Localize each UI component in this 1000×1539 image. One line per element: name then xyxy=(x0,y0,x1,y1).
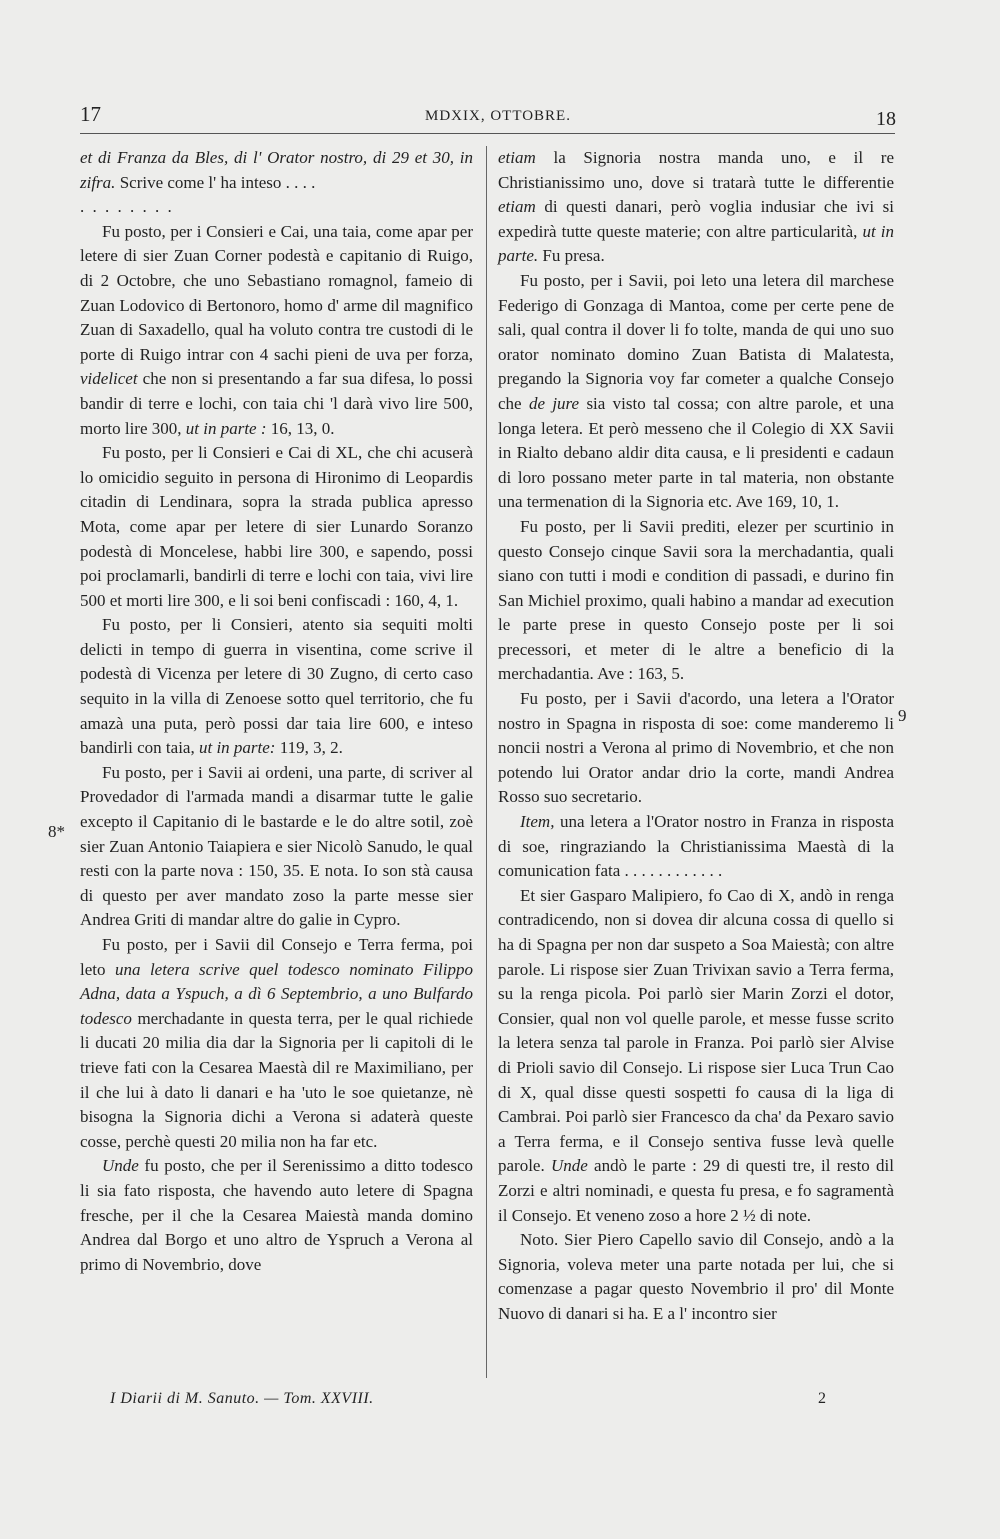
footer-title: I Diarii di M. Sanuto. — Tom. XXVIII. xyxy=(110,1390,374,1407)
margin-note-left: 8* xyxy=(48,822,65,841)
text: Fu posto, per li Consieri, atento sia sequiti molti delicti in tempo di guerra in visentina, come scrive il podestà di Vicenza per letere di 30 Zugno, di certo caso sequito in la villa di Zenoese sotto quel territorio, che fu amazà una puta, però possi dar taia lire 600, e inteso bandirli con taia, xyxy=(80,615,473,758)
text: sia visto tal cossa; con altre parole, et una longa letera. Et però messeno che il Colegio di XX Savii in Rialto debano aldir dita causa, e li presidenti e cadaun di loro possano meter parte in tal materia, non obstante una termenation di la Signoria etc. Ave 169, 10, 1. xyxy=(498,393,894,512)
italic-text: ut in parte : xyxy=(185,418,267,438)
text: fu posto, che per il Serenissimo a ditto todesco li sia fato risposta, che havendo auto letere di Spagna fresche, per il che la Cesarea Maiestà manda domino Andrea dal Borgo et uno altro de Yspruch a Verona al primo di Novembrio, dove xyxy=(80,1156,473,1274)
text: 16, 13, 0. xyxy=(266,418,335,438)
italic-text: videlicet xyxy=(80,369,138,389)
text: Scrive come l' ha inteso . . . . xyxy=(115,172,316,192)
italic-text: Unde xyxy=(102,1156,139,1176)
header-rule xyxy=(80,133,895,134)
italic-text: ut in parte. xyxy=(498,221,895,266)
ellipsis-line: . . . . . . . . xyxy=(80,197,174,217)
left-column xyxy=(80,146,473,1277)
text: Fu posto, per i Savii dil Consejo e Terra ferma, poi leto xyxy=(80,935,473,979)
page-number-right: 18 xyxy=(876,108,896,130)
text: una letera a l'Orator nostro in Franza in risposta di soe, ringraziando la Christianissima Maestà di la comunication fata . . . . . . . . . . . . xyxy=(498,812,894,881)
text: Fu posto, per i Savii, poi leto una letera dil marchese Federigo di Gonzaga di Mantoa, come per certe pene de sali, qual contra il dover li fo tolte, manda de qui uno suo orator nominato domino Zuan Batista di Malatesta, pregando la Signoria voy far cometer a qualche Consejo che xyxy=(498,270,894,413)
text: che non si presentando a far sua difesa, lo possi bandir di terre e lochi, con taia chi 'l darà vivo lire 500, morto lire 300, xyxy=(80,369,473,438)
italic-text: Item, xyxy=(520,812,555,832)
paragraph: Fu posto, per i Savii d'acordo, una letera a l'Orator nostro in Spagna in risposta di soe: come manderemo li noncii nostri a Verona al primo di Novembrio, et che non potendo lui Orator andar drio la corte, mandi Andrea Rosso suo secretario. xyxy=(498,689,894,807)
text: Et sier Gasparo Malipiero, fo Cao di X, andò in renga contradicendo, non si dovea dir alcuna cossa di quello si ha di Spagna per non dar suspeto a Soa Maiestà; con altre parole. Li rispose sier Zuan Trivixan savio a Terra ferma, su la renga picola. Poi parlò sier Marin Zorzi el dotor, Consier, qual non vol quelle parole, et messe fusse scrito la letera senza tal parole in Franza. Poi parlò sier Alvise di Prioli savio dil Consejo. Li rispose sier Luca Trun Cao di X, qual disse questi sospetti fo causa di la liga di Cambrai. Poi parlò sier Francesco da cha' da Pexaro savio a Terra ferma, e il Consejo sentiva fusse levà quelle parole. xyxy=(498,885,894,1176)
italic-text: et di Franza da Bles, di l' Orator nostro, di 29 et 30, in zifra. xyxy=(80,148,473,192)
running-header xyxy=(0,102,1000,132)
italic-text: ut in parte: xyxy=(198,738,276,758)
running-title: MDXIX, OTTOBRE. xyxy=(425,108,571,124)
right-column xyxy=(498,146,894,1327)
text: 119, 3, 2. xyxy=(275,738,343,758)
paragraph xyxy=(498,810,894,884)
paragraph xyxy=(80,220,473,441)
italic-text: una letera scrive quel todesco nominato Filippo Adna, data a Yspuch, a dì 6 Septembrio, a uno Bulfardo todesco xyxy=(80,959,473,1028)
text: andò le parte : 29 di questi tre, il resto dil Zorzi e altri nominadi, e questa fu presa, e fo sagramentà il Consejo. Et veneno zoso a hore 2 ½ di note. xyxy=(498,1156,894,1225)
text: di questi danari, però voglia indusiar che ivi si expedirà tutte queste materie; con altre particularità, xyxy=(498,197,894,241)
text: Fu presa. xyxy=(538,246,605,266)
paragraph xyxy=(80,1154,473,1277)
paragraph: Fu posto, per li Savii prediti, elezer per scurtinio in questo Consejo cinque Savii sora la merchadantia, quali siano con tutti i modi e condition di passadi, e durino fin San Michiel proximo, quali habino a mandar ad execution le parte prese in questo Consejo poste per li soi precessori, et meter di le altre a beneficio di la merchadantia. Ave : 163, 5. xyxy=(498,516,894,684)
margin-note-right: 9 xyxy=(898,706,907,725)
page-number-left: 17 xyxy=(80,102,101,126)
italic-text: Unde xyxy=(550,1156,588,1176)
text: Fu posto, per i Consieri e Cai, una taia, come apar per letere di sier Zuan Corner podestà e capitanio di Ruigo, di 2 Octobre, che uno Sebastiano romagnol, fameio di Zuan Lodovico di Bertonoro, homo d' arme dil magnifico Zuan di Saxadello, qual ha voluto contra tre custodi di le porte di Ruigo intrar con 4 sachi pieni de uva per forza, xyxy=(80,221,473,364)
paragraph xyxy=(498,884,894,1228)
paragraph xyxy=(80,613,473,761)
paragraph: Fu posto, per li Consieri e Cai di XL, che chi acuserà lo omicidio seguito in persona di Hironimo di Leopardis citadin di Lendinara, sopra la strada publica apresso Mota, come apar per letere di sier Lunardo Soranzo podestà di Moncelese, habbi lire 300, e sapendo, possi poi proclamarli, bandirli di terre e lochi con taia, vivi lire 500 et morti lire 300, e li soi beni confiscadi : 160, 4, 1. xyxy=(80,443,473,610)
paragraph: Noto. Sier Piero Capello savio dil Consejo, andò a la Signoria, voleva meter una parte notada per lui, che si comenzase a pagar questo Novembrio il pro' dil Monte Nuovo di danari si ha. E a l' incontro sier xyxy=(498,1230,894,1323)
paragraph xyxy=(498,269,894,515)
signature-mark: 2 xyxy=(818,1390,826,1407)
paragraph xyxy=(498,146,894,269)
text: la Signoria nostra manda uno, e il re Christianissimo uno, dove si tratarà tutte le differentie xyxy=(498,148,894,192)
paragraph xyxy=(80,933,473,1154)
italic-text: de jure xyxy=(528,393,580,413)
paragraph: Fu posto, per i Savii ai ordeni, una parte, di scriver al Provedador di l'armada mandi a disarmar tutte le galie excepto il Capitanio di le bastarde e le do altre sotil, zoè sier Zuan Antonio Taiapiera e sier Nicolò Sanudo, le qual resti con la parte nova : 150, 35. E nota. Io son stà causa di questo per aver mandato zoso la parte messe sier Andrea Griti di mandar altre do galie in Cypro. xyxy=(80,762,473,930)
column-divider xyxy=(486,146,487,1378)
italic-text: etiam xyxy=(498,148,536,167)
text: merchadante in questa terra, per le qual richiede li ducati 20 milia dia dar la Signoria per li capitoli di le trieve fati con la Cesarea Maestà dil re Maximiliano, per il che lui à dato li danari e ha 'uto le soe quietanze, nè bisogna la Signoria dichi a Verona si adaterà queste cosse, perchè questi 20 milia non ha far etc. xyxy=(80,1008,473,1151)
page-footer xyxy=(0,1390,1000,1420)
paragraph xyxy=(80,146,473,195)
italic-text: etiam xyxy=(498,197,536,217)
